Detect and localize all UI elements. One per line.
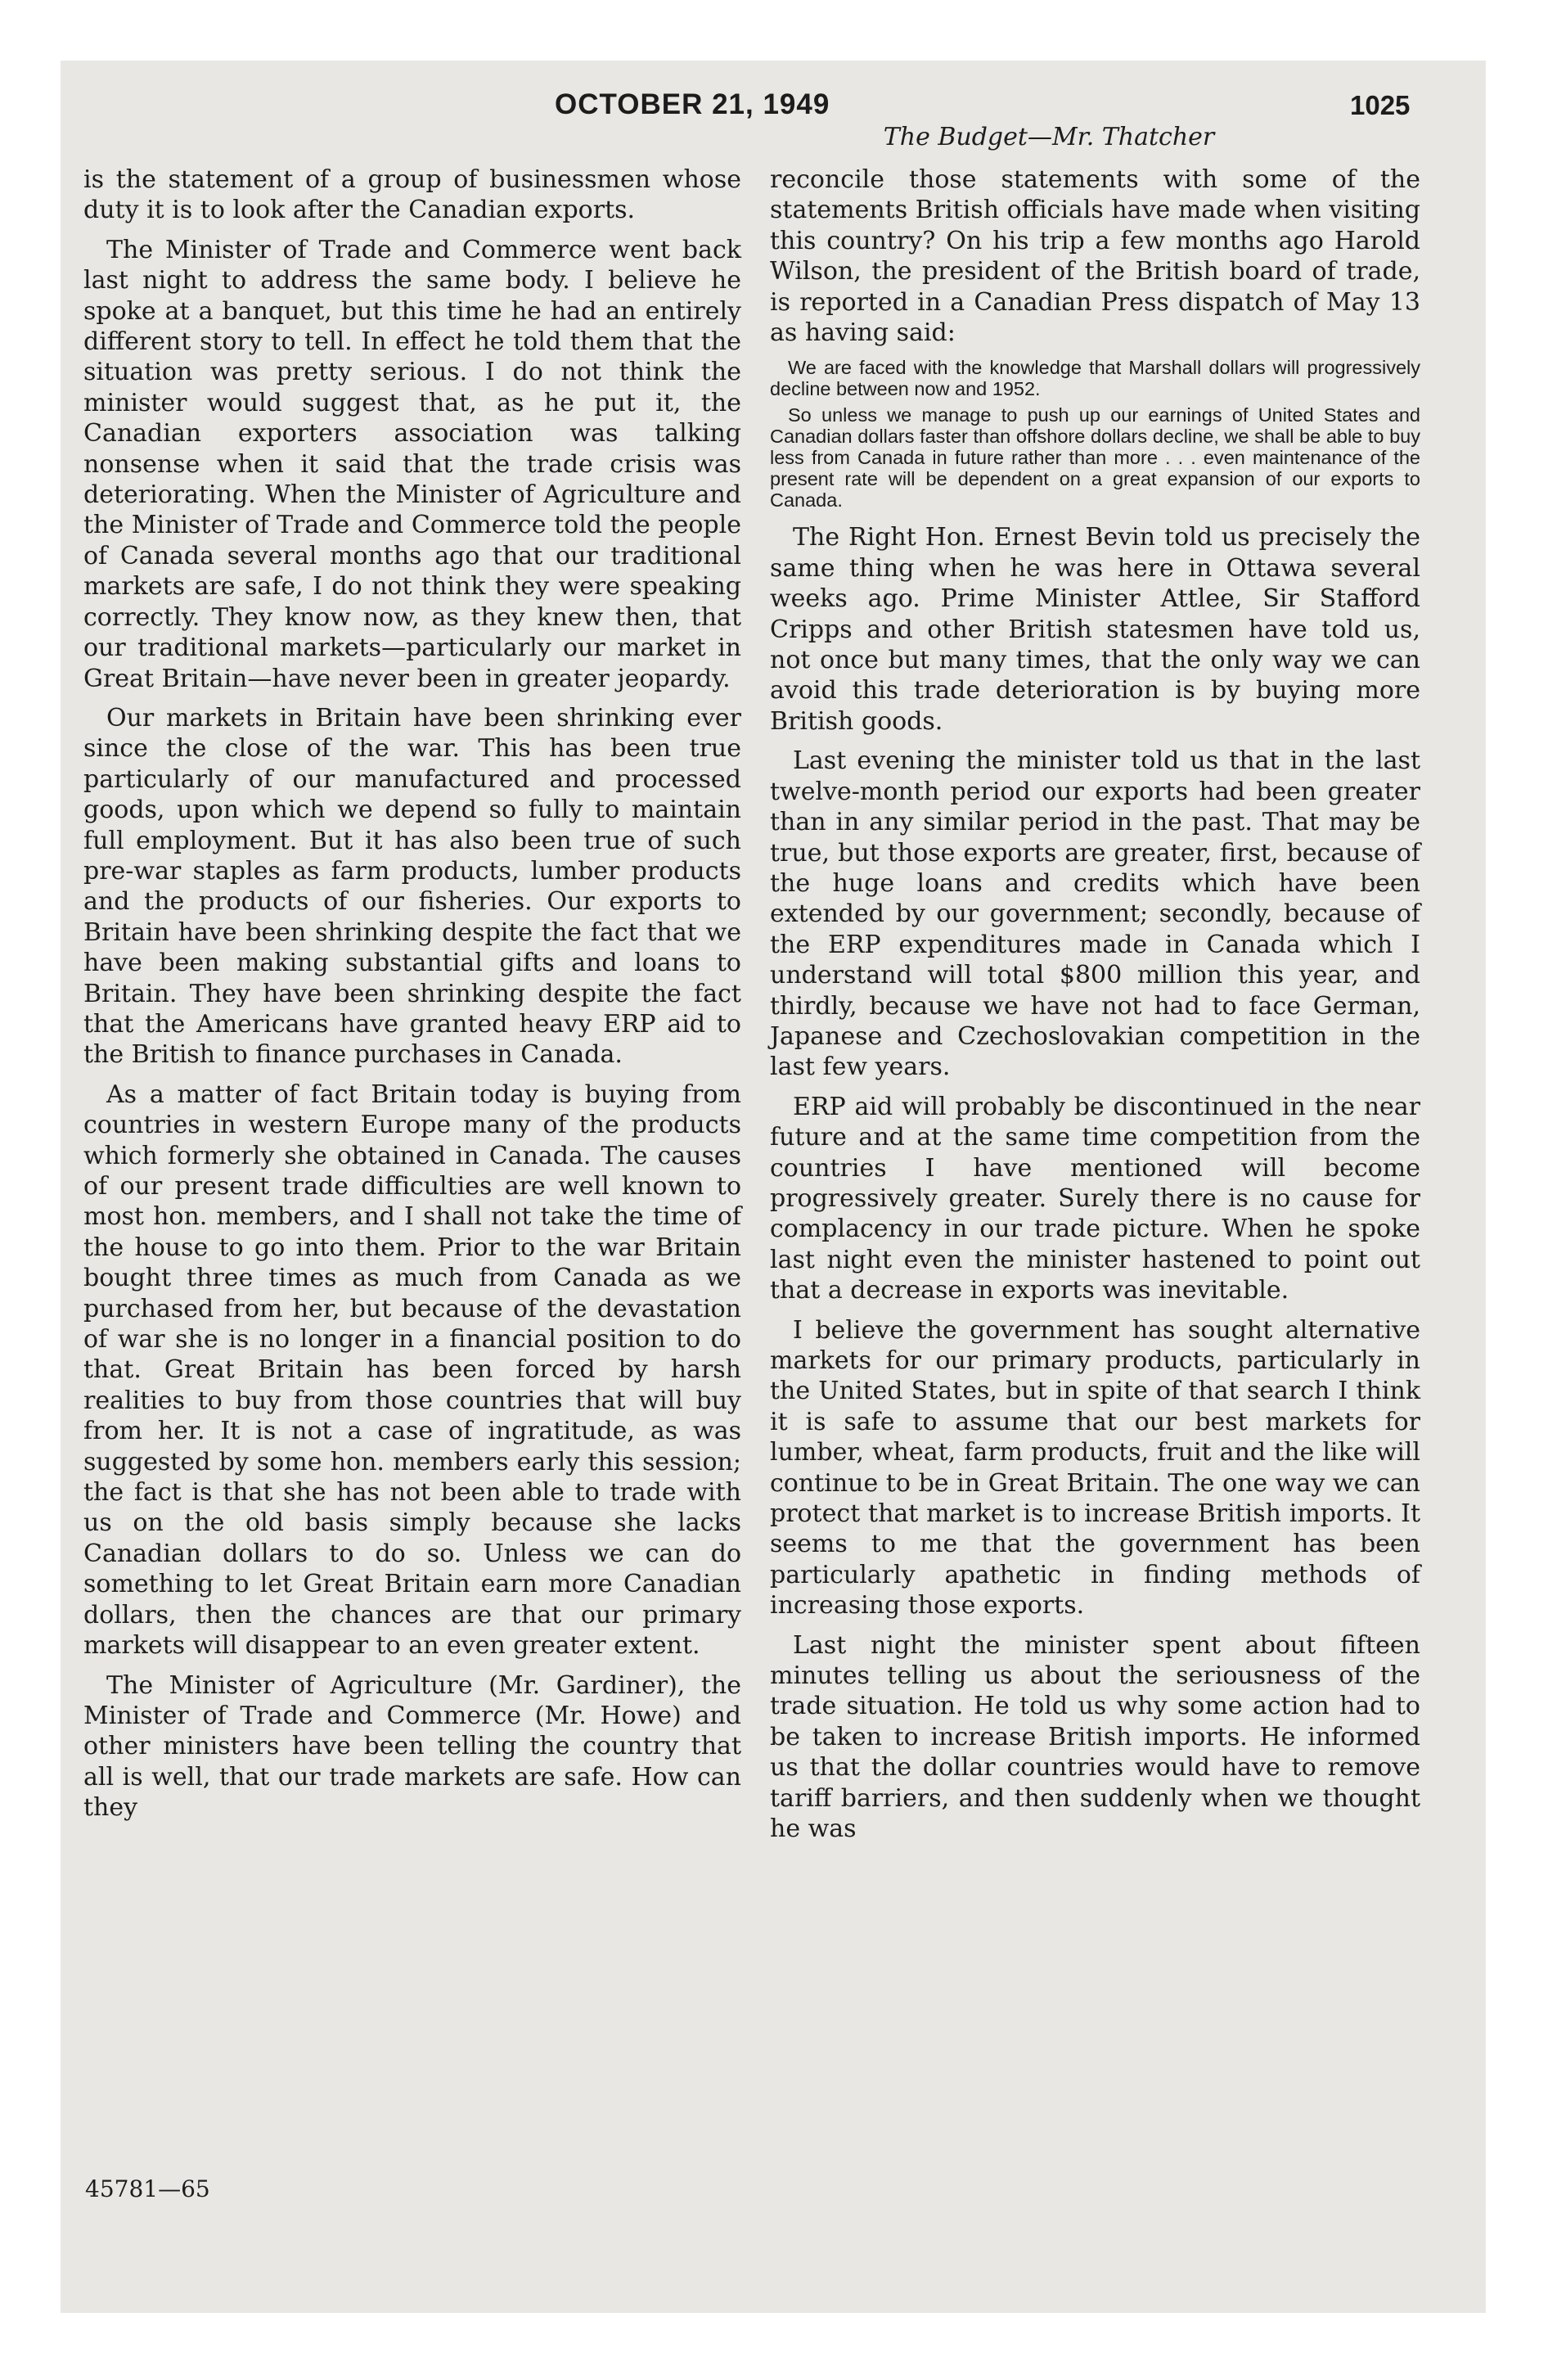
paragraph: The Minister of Trade and Commerce went back last night to address the same body. I believe he spoke at a banquet, but this time he had an entirely different story to tell. In effect he told them that the situation was pretty serious. I do not think the minister would suggest that, as he put it, the Canadian exporters association was talking nonsense when it said that the trade crisis was deteriorating. When the Minister of Agriculture and the Minister of Trade and Commerce told the people of Canada several months ago that our traditional markets are safe, I do not think they were speaking correctly. They know now, as they knew then, that our traditional markets—particularly our market in Great Britain—have never been in greater jeopardy. (83, 235, 741, 693)
paragraph: I believe the government has sought alternative markets for our primary products, particularly in the United States, but in spite of that search I think it is safe to assume that our best markets for lumber, wheat, farm products, fruit and the like will continue to be in Great Britain. The one way we can protect that market is to increase British imports. It seems to me that the government has been particularly apathetic in finding methods of increasing those exports. (770, 1315, 1420, 1620)
page-date: OCTOBER 21, 1949 (555, 88, 830, 120)
left-column (83, 165, 741, 1832)
paragraph: Our markets in Britain have been shrinking ever since the close of the war. This has been true particularly of our manufactured and processed goods, upon which we depend so fully to maintain full employment. But it has also been true of such pre-war staples as farm products, lumber products and the products of our fisheries. Our exports to Britain have been shrinking despite the fact that we have been making substantial gifts and loans to Britain. They have been shrinking despite the fact that the Americans have granted heavy ERP aid to the British to finance purchases in Canada. (83, 703, 741, 1070)
right-column (770, 165, 1420, 1854)
page-number: 1025 (1350, 90, 1411, 120)
paragraph: The Right Hon. Ernest Bevin told us precisely the same thing when he was here in Ottawa several weeks ago. Prime Minister Attlee, Sir Stafford Cripps and other British statesmen have told us, not once but many times, that the only way we can avoid this trade deterioration is by buying more British goods. (770, 523, 1420, 736)
running-head: The Budget—Mr. Thatcher (883, 123, 1215, 151)
paragraph: reconcile those statements with some of the statements British officials have made when visiting this country? On his trip a few months ago Harold Wilson, the president of the British board of trade, is reported in a Canadian Press dispatch of May 13 as having said: (770, 165, 1420, 348)
paragraph: is the statement of a group of businessmen whose duty it is to look after the Canadian exports. (83, 165, 741, 225)
paragraph: Last night the minister spent about fifteen minutes telling us about the seriousness of the trade situation. He told us why some action had to be taken to increase British imports. He informed us that the dollar countries would have to remove tariff barriers, and then suddenly when we thought he was (770, 1630, 1420, 1844)
paragraph: ERP aid will probably be discontinued in the near future and at the same time competition from the countries I have mentioned will become progressively greater. Surely there is no cause for complacency in our trade picture. When he spoke last night even the minister hastened to point out that a decrease in exports was inevitable. (770, 1092, 1420, 1305)
block-quote: So unless we manage to push up our earnings of United States and Canadian dollars faster than offshore dollars decline, we shall be able to buy less from Canada in future rather than more . . . even maintenance of the present rate will be dependent on a great expansion of our exports to Canada. (770, 404, 1420, 512)
signature-mark: 45781—65 (85, 2175, 210, 2202)
paragraph: Last evening the minister told us that in the last twelve-month period our exports had been greater than in any similar period in the past. That may be true, but those exports are greater, first, because of the huge loans and credits which have been extended by our government; secondly, because of the ERP expenditures made in Canada which I understand will total $800 million this year, and thirdly, because we have not had to face German, Japanese and Czechoslovakian competition in the last few years. (770, 746, 1420, 1082)
paragraph: As a matter of fact Britain today is buying from countries in western Europe many of the products which formerly she obtained in Canada. The causes of our present trade difficulties are well known to most hon. members, and I shall not take the time of the house to go into them. Prior to the war Britain bought three times as much from Canada as we purchased from her, but because of the devastation of war she is no longer in a financial position to do that. Great Britain has been forced by harsh realities to buy from those countries that will buy from her. It is not a case of ingratitude, as was suggested by some hon. members early this session; the fact is that she has not been able to trade with us on the old basis simply because she lacks Canadian dollars to do so. Unless we can do something to let Great Britain earn more Canadian dollars, then the chances are that our primary markets will disappear to an even greater extent. (83, 1080, 741, 1661)
block-quote: We are faced with the knowledge that Marshall dollars will progressively decline between now and 1952. (770, 357, 1420, 400)
paragraph: The Minister of Agriculture (Mr. Gardiner), the Minister of Trade and Commerce (Mr. Howe) and other ministers have been telling the country that all is well, that our trade markets are safe. How can they (83, 1670, 741, 1823)
